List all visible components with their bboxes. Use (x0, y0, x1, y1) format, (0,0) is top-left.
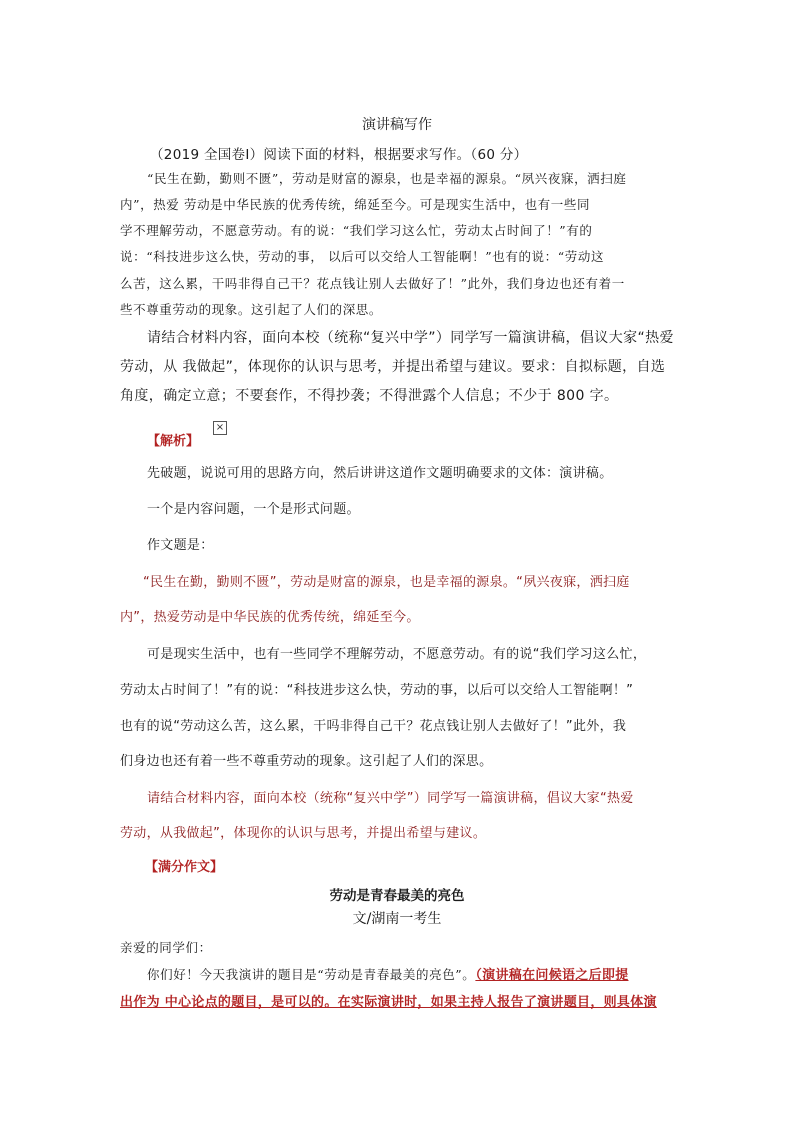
essay-title: 劳动是青春最美的亮色 (329, 888, 465, 904)
quoted-line: 可是现实生活中，也有一些同学不理解劳动，不愿意劳动。有的说“我们学习这么忙， (147, 647, 647, 662)
material-line: 内”，热爱 劳动是中华民族的优秀传统，绵延至今。可是现实生活中，也有一些同 (120, 197, 591, 212)
analysis-line: 先破题，说说可用的思路方向，然后讲讲这道作文题明确要求的文体：演讲稿。 (147, 466, 613, 481)
quoted-line: 劳动太占时间了！”有的说：“科技进步这么快，劳动的事，以后可以交给人工智能啊！” (120, 683, 634, 698)
analysis-label: 【解析】 (147, 434, 200, 449)
essay-label: 【满分作文】 (145, 860, 224, 875)
requirement-line: 角度，确定立意；不要套作，不得抄袭；不得泄露个人信息；不少于 800 字。 (120, 388, 619, 404)
quoted-line: 也有的说“劳动这么苦，这么累，干吗非得自己干？花点钱让别人去做好了！”此外，我 (120, 719, 627, 734)
analysis-line: 作文题是： (147, 538, 214, 553)
material-line: 么苦，这么累，干吗非得自己干？花点钱让别人去做好了！”此外，我们身边也还有着一 (120, 276, 625, 291)
material-line: “民生在勤，勤则不匮”，劳动是财富的源泉，也是幸福的源泉。“夙兴夜寐，洒扫庭 (147, 171, 627, 186)
requirement-line: 请结合材料内容，面向本校（统称“复兴中学”）同学写一篇演讲稿，倡议大家“热爱 (147, 330, 674, 346)
question-prompt: （2019 全国卷Ⅰ）阅读下面的材料，根据要求写作。（60 分） (150, 147, 528, 163)
broken-image-icon: × (213, 421, 227, 435)
opening-note: （演讲稿在问候语之后即提 (475, 968, 629, 983)
opening-text: 你们好！今天我演讲的题目是“劳动是青春最美的亮色”。 (147, 967, 476, 982)
quoted-line: “民生在勤，勤则不匮”，劳动是财富的源泉，也是幸福的源泉。“夙兴夜寐，洒扫庭 (143, 575, 630, 590)
analysis-line: 一个是内容问题，一个是形式问题。 (147, 502, 360, 517)
quoted-line: 劳动，从我做起”，体现你的认识与思考，并提出希望与建议。 (120, 826, 487, 841)
essay-author: 文/湖南一考生 (352, 911, 442, 927)
material-line: 说：“科技进步这么快，劳动的事， 以后可以交给人工智能啊！”也有的说：“劳动这 (120, 249, 605, 264)
material-line: 学不理解劳动，不愿意劳动。有的说：“我们学习这么忙，劳动太占时间了！”有的 (120, 223, 593, 238)
material-line: 些不尊重劳动的现象。这引起了人们的深思。 (120, 302, 383, 317)
essay-opening-cont (120, 991, 657, 1010)
quoted-line: 内”，热爱劳动是中华民族的优秀传统，绵延至今。 (120, 610, 420, 625)
essay-opening (147, 964, 629, 983)
doc-title: 演讲稿写作 (362, 117, 432, 133)
opening-note: 出作为 中心论点的题目，是可以的。在实际演讲时，如果主持人报告了演讲题目，则具体演 (120, 995, 657, 1010)
quoted-line: 请结合材料内容，面向本校（统称“复兴中学”）同学写一篇演讲稿，倡议大家“热爱 (147, 791, 634, 806)
quoted-line: 们身边也还有着一些不尊重劳动的现象。这引起了人们的深思。 (120, 754, 493, 769)
requirement-line: 劳动，从 我做起”，体现你的认识与思考，并提出希望与建议。要求：自拟标题，自选 (120, 359, 666, 375)
essay-greeting: 亲爱的同学们： (120, 940, 212, 955)
